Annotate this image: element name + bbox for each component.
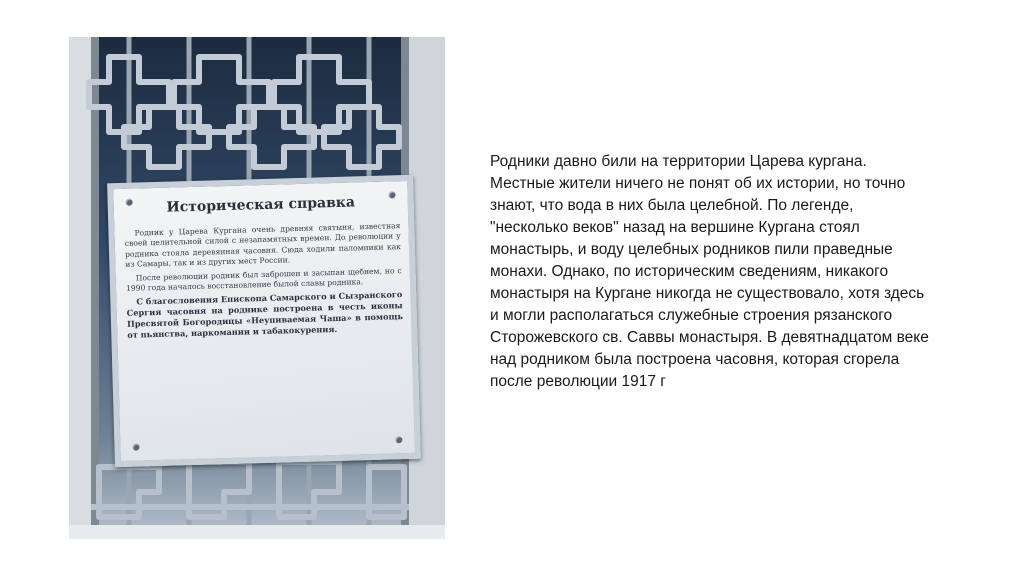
description-line: после революции 1917 г [490,373,666,390]
plaque-text [124,221,403,344]
bolt-icon [132,444,139,451]
plaque-title: Историческая справка [166,194,356,216]
plaque-paragraph: С благословения Епископа Самарского и Сызранского Сергия часовня на роднике построена в честь иконы Пресвятой Богородицы «Неупиваемая Чаша» в помощь от пьянства, наркомании и табакокурения. [126,289,404,341]
historical-plaque [107,175,421,467]
description-line: монастырь, и воду целебных родников пили праведные [490,241,893,258]
description-line: монахи. Однако, по историческим сведениям, никакого [490,263,889,280]
description-line: Родники давно били на территории Царева кургана. [490,153,867,170]
plaque-photo [69,37,445,539]
description-line: знают, что вода в них была целебной. По легенде, [490,197,854,214]
description-text [490,151,970,393]
description-line: "несколько веков" назад на вершине Кургана стоял [490,219,860,236]
description-line: Сторожевского св. Саввы монастыря. В девятнадцатом веке [490,329,929,346]
plaque-paragraph: После революции родник был заброшен и засыпан щебнем, но с 1990 года началось восстановление былой славы родника. [125,265,402,293]
bolt-icon [395,436,402,443]
description-line: Местные жители ничего не понят об их истории, но точно [490,175,906,192]
description-line: над родником была построена часовня, которая сгорела [490,351,900,368]
description-line: и могли располагаться служебные строения рязанского [490,307,893,324]
plaque-paragraph: Родник у Царева Кургана очень древняя святыня, известная своей целительной силой с незапамятных времен. До революции у родника стояла деревянная часовня. Сюда ходили паломники как из Самары, так и из других мест России. [124,221,402,270]
description-line: монастыря на Кургане никогда не существовало, хотя здесь [490,285,925,302]
